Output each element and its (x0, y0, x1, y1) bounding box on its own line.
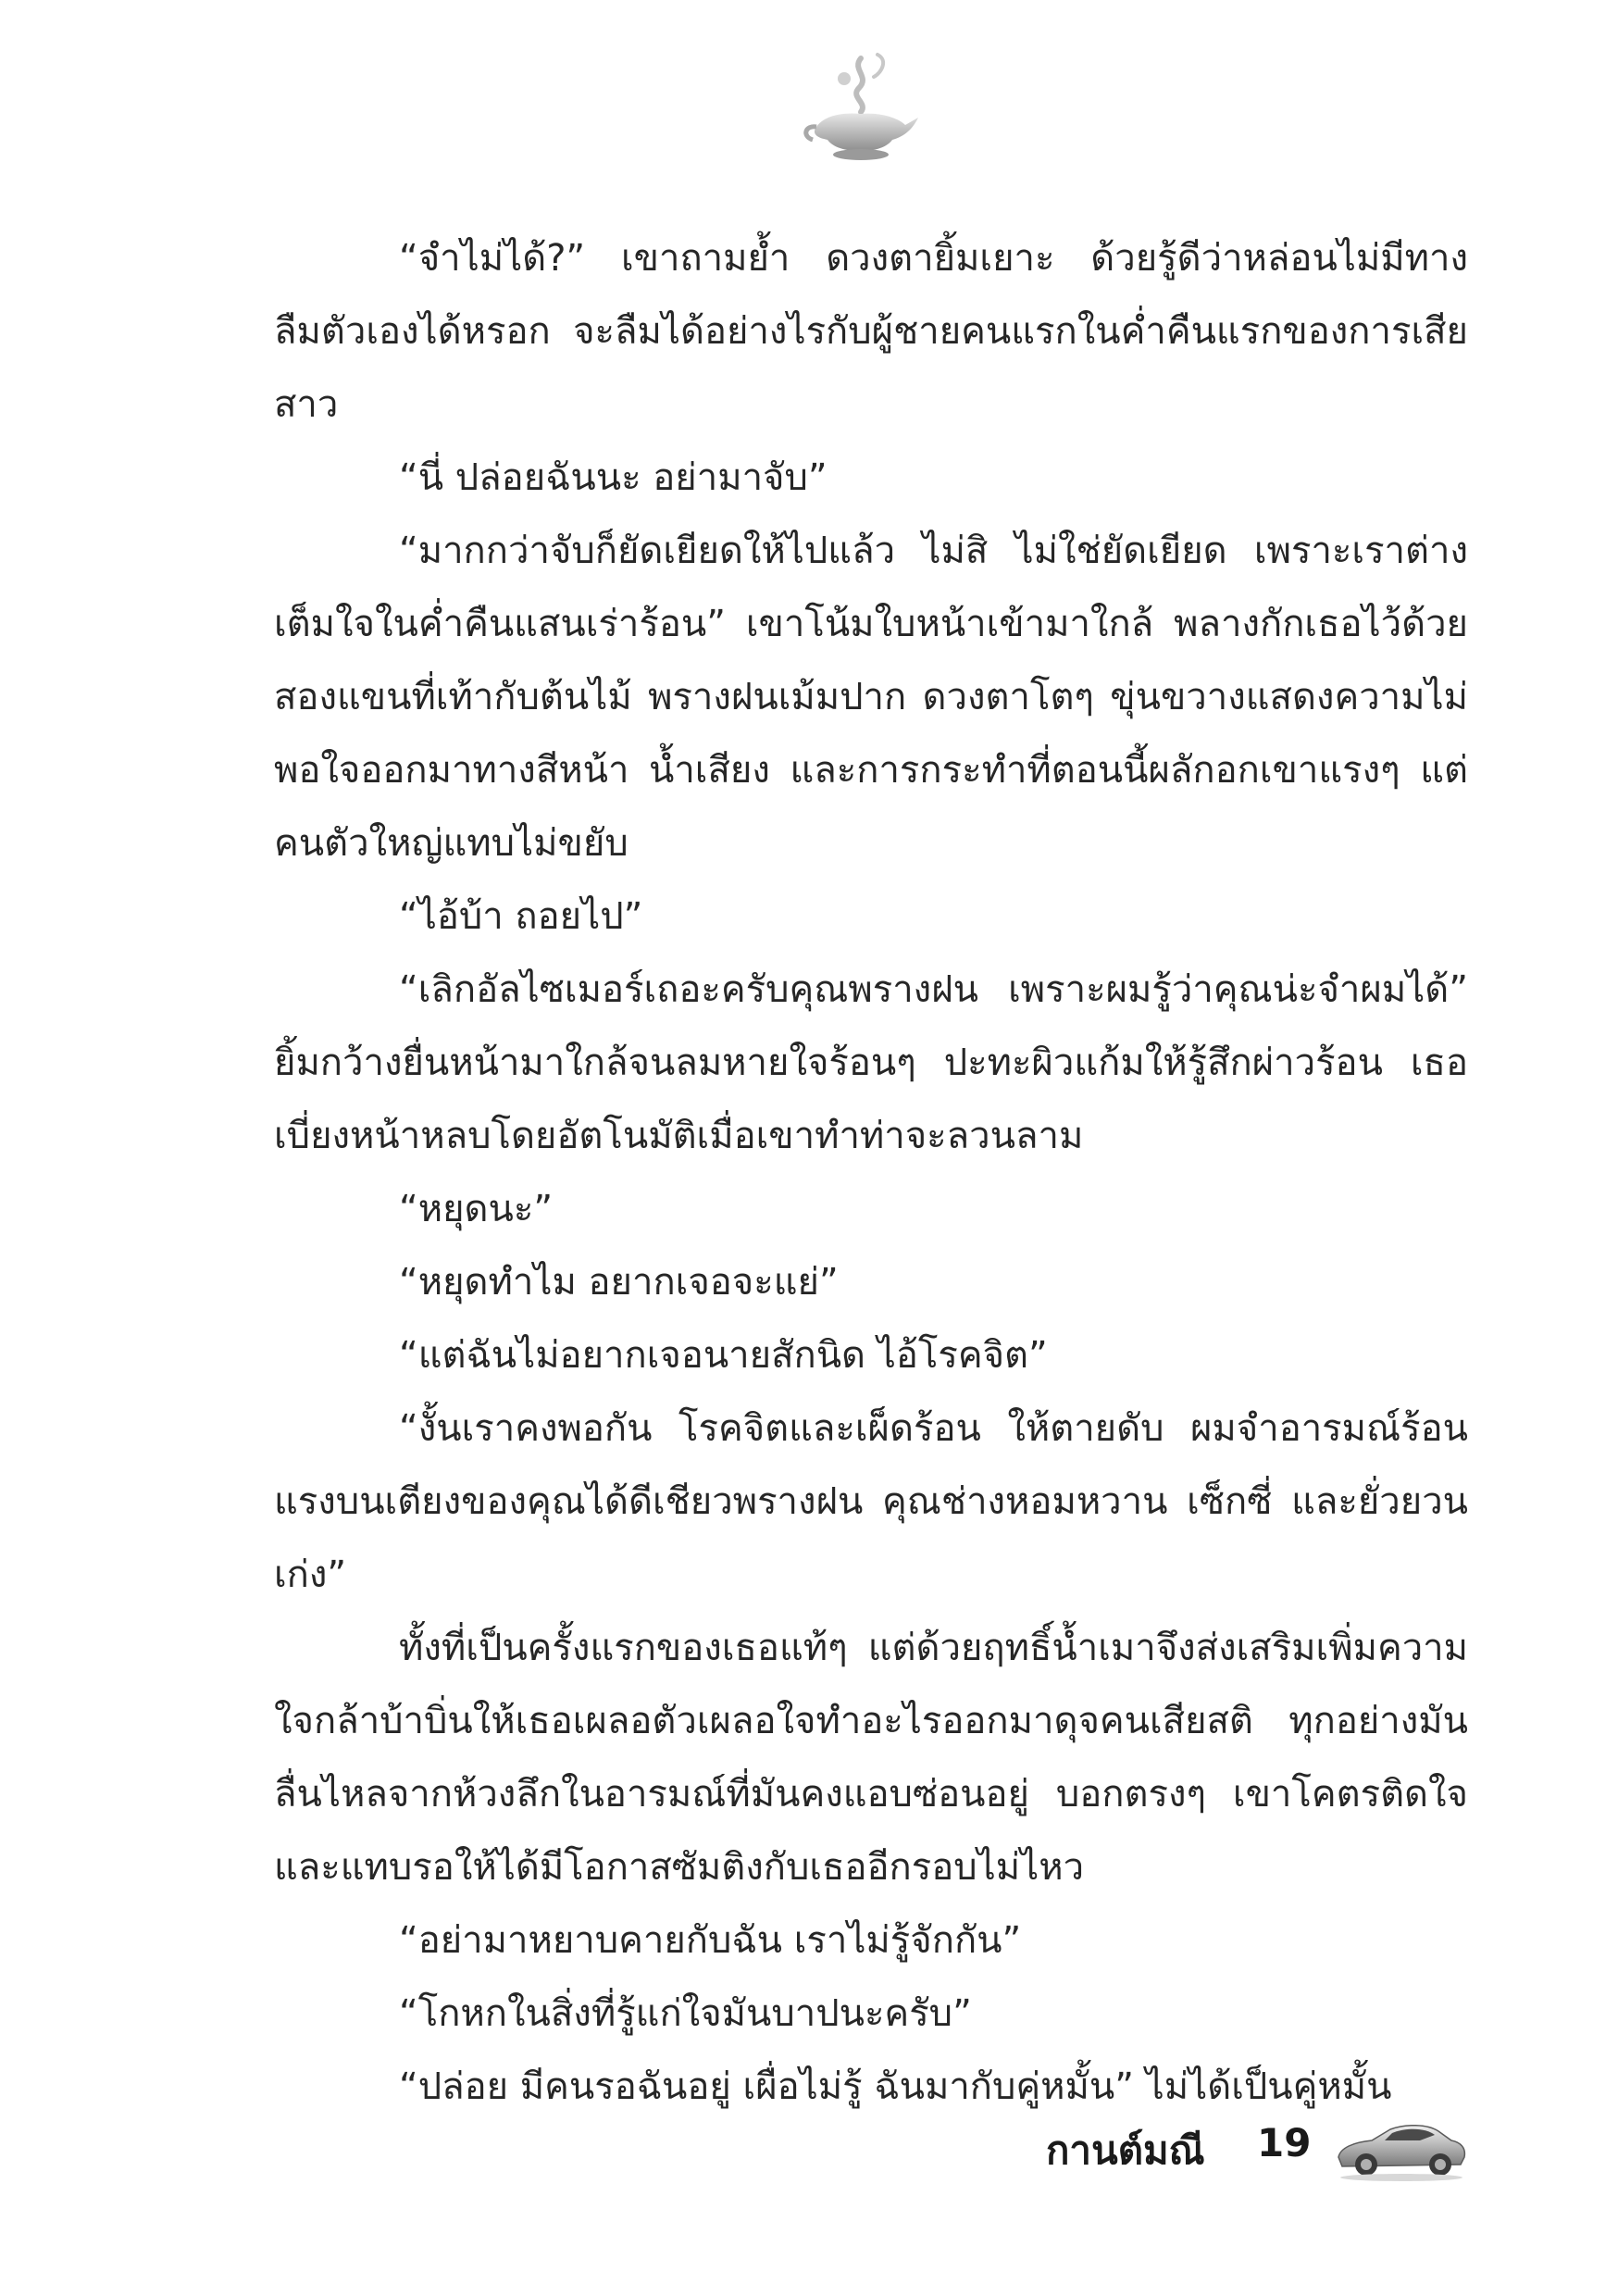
paragraph-7: “หยุดทำไม อยากเจอจะแย่” (399, 1261, 839, 1304)
paragraph-11: “อย่ามาหยาบคายกับฉัน เราไม่รู้จักกัน” (399, 1919, 1022, 1962)
paragraph-1: “จำไม่ได้?” เขาถามย้ำ ดวงตายิ้มเยาะ ด้วยรู้ดีว่าหล่อนไม่มีทางลืมตัวเองได้หรอก จะลืมได้อย่างไรกับผู้ชายคนแรกในค่ำคืนแรกของการเสียสาว (274, 237, 1468, 426)
paragraph-6: “หยุดนะ” (399, 1188, 554, 1230)
paragraph-8: “แต่ฉันไม่อยากเจอนายสักนิด ไอ้โรคจิต” (399, 1334, 1048, 1377)
paragraph-13: “ปล่อย มีคนรอฉันอยู่ เผื่อไม่รู้ ฉันมากับคู่หมั้น” ไม่ได้เป็นคู่หมั้น (399, 2065, 1392, 2108)
paragraph-2: “นี่ ปล่อยฉันนะ อย่ามาจับ” (399, 456, 828, 499)
paragraph-3: “มากกว่าจับก็ยัดเยียดให้ไปแล้ว ไม่สิ ไม่ใช่ยัดเยียด เพราะเราต่างเต็มใจในค่ำคืนแสนเร่าร้อน” เขาโน้มใบหน้าเข้ามาใกล้ พลางกักเธอไว้ด้วยสองแขนที่เท้ากับต้นไม้ พรางฝนเม้มปาก ดวงตาโตๆ ขุ่นขวางแสดงความไม่พอใจออกมาทางสีหน้า น้ำเสียง และการกระทำที่ตอนนี้ผลักอกเขาแรงๆ แต่คนตัวใหญ่แทบไม่ขยับ (274, 530, 1468, 865)
author-name: กานต์มณี (1046, 2128, 1205, 2173)
page-footer (926, 2094, 1481, 2196)
paragraph-12: “โกหกในสิ่งที่รู้แก่ใจมันบาปนะครับ” (399, 1992, 972, 2035)
sports-car-icon (1331, 2111, 1470, 2185)
paragraph-10: ทั้งที่เป็นครั้งแรกของเธอแท้ๆ แต่ด้วยฤทธิ์น้ำเมาจึงส่งเสริมเพิ่มความใจกล้าบ้าบิ่นให้เธอเผลอตัวเผลอใจทำอะไรออกมาดุจคนเสียสติ ทุกอย่างมันลื่นไหลจากห้วงลึกในอารมณ์ที่มันคงแอบซ่อนอยู่ บอกตรงๆ เขาโคตรติดใจและแทบรอให้ได้มีโอกาสซัมติงกับเธออีกรอบไม่ไหว (274, 1627, 1468, 1889)
paragraph-9: “งั้นเราคงพอกัน โรคจิตและเผ็ดร้อน ให้ตายดับ ผมจำอารมณ์ร้อนแรงบนเตียงของคุณได้ดีเชียวพรางฝน คุณช่างหอมหวาน เซ็กซี่ และยั่วยวนเก่ง” (274, 1407, 1468, 1596)
page-number: 19 (1257, 2120, 1312, 2165)
story-text (274, 222, 1468, 2124)
paragraph-4: “ไอ้บ้า ถอยไป” (399, 895, 643, 938)
genie-lamp-icon (796, 51, 926, 171)
paragraph-5: “เลิกอัลไซเมอร์เถอะครับคุณพรางฝน เพราะผมรู้ว่าคุณน่ะจำผมได้” ยิ้มกว้างยื่นหน้ามาใกล้จนลมหายใจร้อนๆ ปะทะผิวแก้มให้รู้สึกผ่าวร้อน เธอเบี่ยงหน้าหลบโดยอัตโนมัติเมื่อเขาทำท่าจะลวนลาม (274, 968, 1468, 1157)
